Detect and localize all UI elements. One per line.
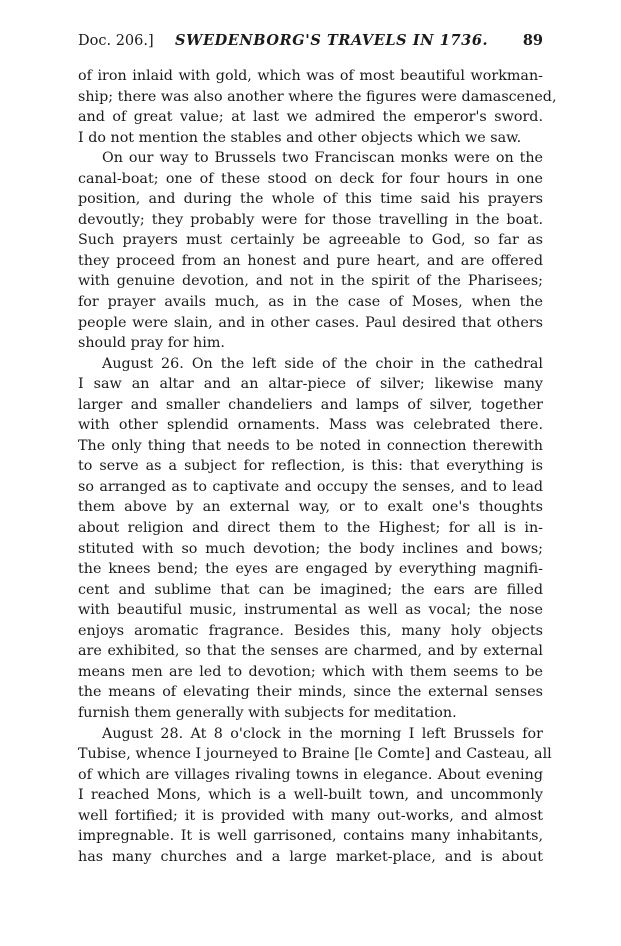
text-line: should pray for him.	[78, 335, 225, 352]
text-line: with genuine devotion, and not in the spirit of the Pharisees;	[78, 273, 543, 290]
running-title: SWEDENBORG'S TRAVELS IN 1736.	[175, 32, 489, 49]
text-line: ship; there was also another where the figures were damascened,	[78, 88, 557, 105]
text-line: larger and smaller chandeliers and lamps of silver, together	[78, 396, 543, 413]
running-head	[78, 28, 543, 54]
text-line: enjoys aromatic fragrance. Besides this, many holy objects	[78, 622, 543, 639]
text-line: has many churches and a large market-place, and is about	[78, 848, 543, 865]
text-line: of which are villages rivaling towns in elegance. About evening	[78, 766, 543, 783]
paragraph	[78, 148, 543, 353]
text-line: August 26. On the left side of the choir in the cathedral	[102, 355, 543, 372]
text-line: the means of elevating their minds, since the external senses	[78, 684, 543, 701]
text-line: cent and sublime that can be imagined; the ears are filled	[78, 581, 543, 598]
text-line: The only thing that needs to be noted in connection therewith	[78, 437, 543, 454]
text-line: so arranged as to captivate and occupy the senses, and to lead	[78, 478, 543, 495]
text-line: furnish them generally with subjects for meditation.	[78, 704, 457, 721]
body-text	[78, 66, 557, 867]
paragraph	[78, 724, 552, 868]
text-line: stituted with so much devotion; the body inclines and bows;	[78, 540, 543, 557]
text-line: them above by an external way, or to exalt one's thoughts	[78, 499, 543, 516]
text-line: are exhibited, so that the senses are charmed, and by external	[78, 643, 543, 660]
text-line: August 28. At 8 o'clock in the morning I left Brussels for	[102, 725, 543, 742]
text-line: I do not mention the stables and other objects which we saw.	[78, 129, 522, 146]
text-line: I saw an altar and an altar-piece of silver; likewise many	[78, 376, 543, 393]
text-line: and of great value; at last we admired the emperor's sword.	[78, 109, 543, 126]
book-page	[78, 28, 557, 867]
text-line: devoutly; they probably were for those travelling in the boat.	[78, 211, 543, 228]
text-line: with beautiful music, instrumental as well as vocal; the nose	[78, 602, 543, 619]
text-line: canal-boat; one of these stood on deck for four hours in one	[78, 170, 543, 187]
text-line: well fortified; it is provided with many out-works, and almost	[78, 807, 543, 824]
text-line: about religion and direct them to the Highest; for all is in-	[78, 520, 543, 537]
text-line: I reached Mons, which is a well-built town, and uncommonly	[78, 787, 543, 804]
text-line: they proceed from an honest and pure heart, and are offered	[78, 252, 543, 269]
text-line: of iron inlaid with gold, which was of most beautiful workman-	[78, 68, 543, 84]
text-line: for prayer avails much, as in the case of Moses, when the	[78, 294, 543, 311]
text-line: means men are led to devotion; which with them seems to be	[78, 663, 543, 680]
paragraph	[78, 66, 557, 148]
doc-reference: Doc. 206.]	[78, 33, 154, 49]
text-line: position, and during the whole of this time said his prayers	[78, 191, 543, 208]
text-line: On our way to Brussels two Franciscan monks were on the	[102, 150, 543, 167]
text-line: Tubise, whence I journeyed to Braine [le Comte] and Casteau, all	[78, 746, 552, 763]
page-number: 89	[522, 32, 543, 49]
text-line: with other splendid ornaments. Mass was celebrated there.	[78, 417, 543, 434]
text-line: to serve as a subject for reflection, is this: that everything is	[78, 458, 543, 475]
text-line: people were slain, and in other cases. Paul desired that others	[78, 314, 543, 331]
text-line: impregnable. It is well garrisoned, contains many inhabitants,	[78, 828, 543, 845]
paragraph	[78, 354, 543, 724]
text-line: the knees bend; the eyes are engaged by everything magnifi-	[78, 561, 543, 578]
text-line: Such prayers must certainly be agreeable to God, so far as	[78, 232, 543, 249]
